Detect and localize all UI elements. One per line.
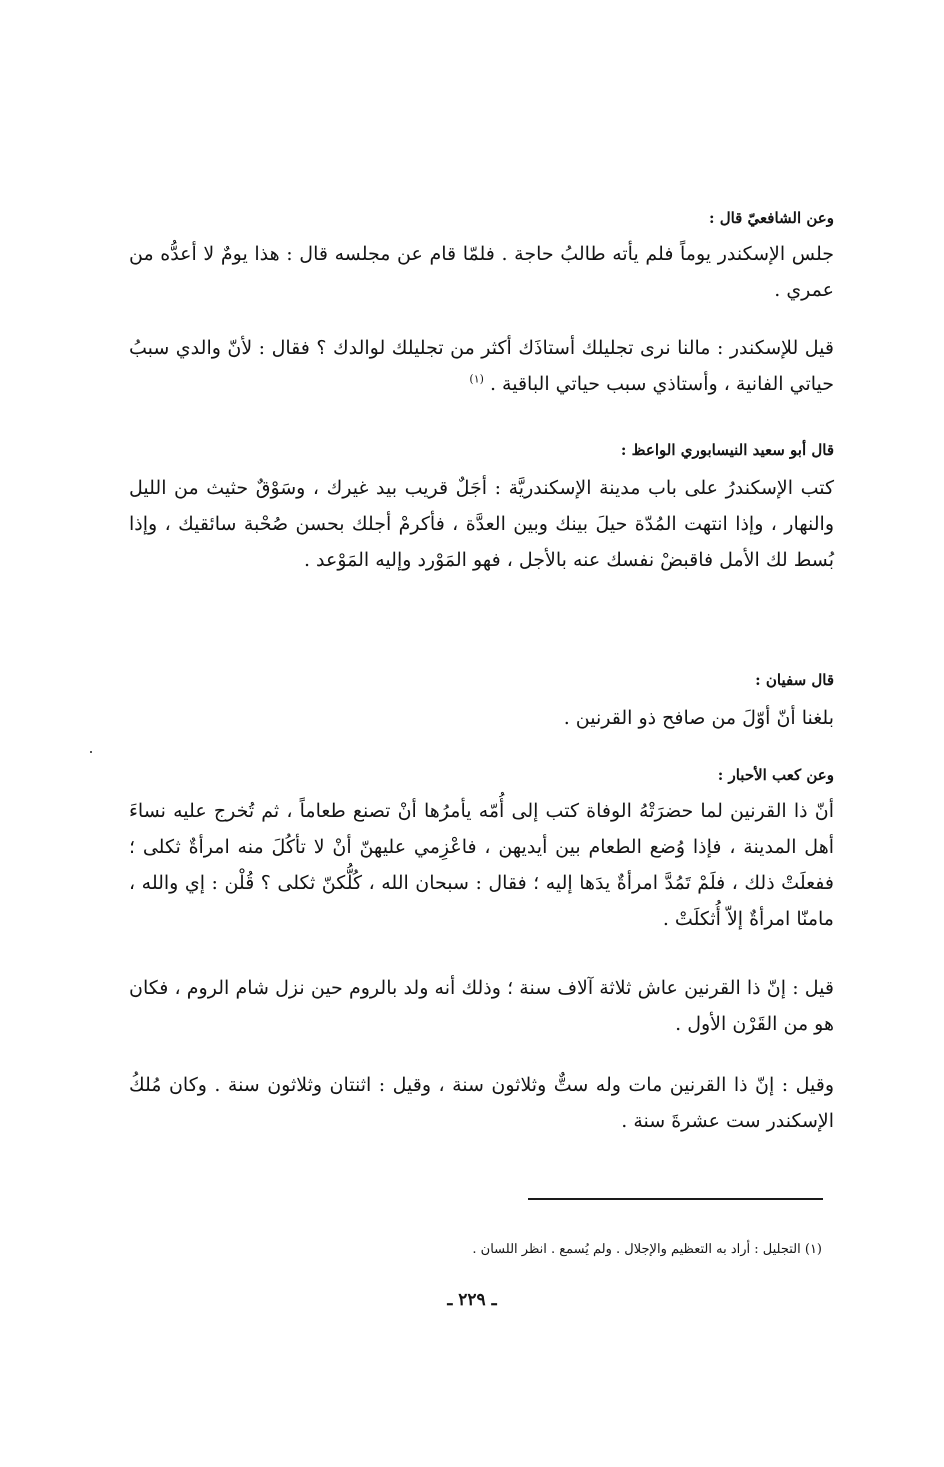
section-kaab — [129, 765, 834, 937]
paragraph: كتب الإسكندرُ على باب مدينة الإسكندريَّة : أجَلٌ قريب بيد غيرك ، وسَوْقٌ حثيث من الليل والنهار ، وإذا انتهت المُدّة حيلَ بينك وبين العدَّة ، فأكرمْ أجلك بحسن صُحْبة سائقيك ، وإذا بُسط لك الأمل فاقبضْ نفسك عنه بالأجل ، فهو المَوْرد وإليه المَوْعد . — [129, 477, 834, 571]
paragraph — [129, 330, 834, 402]
section-heading: وعن كعب الأحبار : — [717, 766, 834, 784]
section-dhul-qarnayn-age — [129, 970, 834, 1042]
footnote-separator — [528, 1198, 823, 1200]
paragraph: أنّ ذا القرنين لما حضرَتْهُ الوفاة كتب إلى أُمّه يأمرُها أنْ تصنع طعاماً ، ثم تُخرج عليه نساءَ أهل المدينة ، فإذا وُضع الطعام بين أيديهن ، فاعْزِمي عليهنّ أنْ لا تأكُلَ منه امرأةٌ ثكلى ؛ ففعلَتْ ذلك ، فلَمْ تَمُدَّ امرأةٌ يدَها إليه ؛ فقال : سبحان الله ، كُلُّكنّ ثكلى ؟ قُلْن : إي والله ، مامنّا امرأةٌ إلاّ أُثكلَتْ . — [129, 800, 834, 930]
paragraph: وقيل : إنّ ذا القرنين مات وله ستٌّ وثلاثون سنة ، وقيل : اثنتان وثلاثون سنة . وكان مُلكُ الإسكندر ست عشرةَ سنة . — [129, 1074, 834, 1132]
section-heading: قال أبو سعيد النيسابوري الواعظ : — [620, 441, 834, 459]
section-heading: قال سفيان : — [755, 671, 834, 689]
footnote-reference: (١) — [469, 372, 484, 386]
section-teacher-honor — [129, 330, 834, 402]
section-sufyan — [129, 670, 834, 736]
paragraph: بلغنا أنّ أوّلَ من صافح ذو القرنين . — [563, 707, 834, 729]
section-shafii — [129, 208, 834, 308]
section-alexandria-gate — [129, 440, 834, 578]
margin-speck — [90, 751, 92, 753]
section-heading: وعن الشافعيّ قال : — [708, 209, 834, 227]
footnote: (١) التجليل : أراد به التعظيم والإجلال . ولم يُسمع . انظر اللسان . — [472, 1242, 822, 1257]
paragraph: جلس الإسكندر يوماً فلم يأته طالبُ حاجة . فلمّا قام عن مجلسه قال : هذا يومٌ لا أعدُّه من عمري . — [129, 243, 834, 301]
section-dhul-qarnayn-death — [129, 1067, 834, 1139]
paragraph-text: قيل للإسكندر : مالنا نرى تجليلك أستاذَك أكثر من تجليلك لوالدك ؟ فقال : لأنّ والدي سببُ حياتي الفانية ، وأستاذي سبب حياتي الباقية . — [129, 337, 834, 395]
page-number: ـ ٢٢٩ ـ — [447, 1290, 497, 1310]
paragraph: قيل : إنّ ذا القرنين عاش ثلاثة آلاف سنة ؛ وذلك أنه ولد بالروم حين نزل شام الروم ، فكان هو من القَرْن الأول . — [129, 977, 834, 1035]
